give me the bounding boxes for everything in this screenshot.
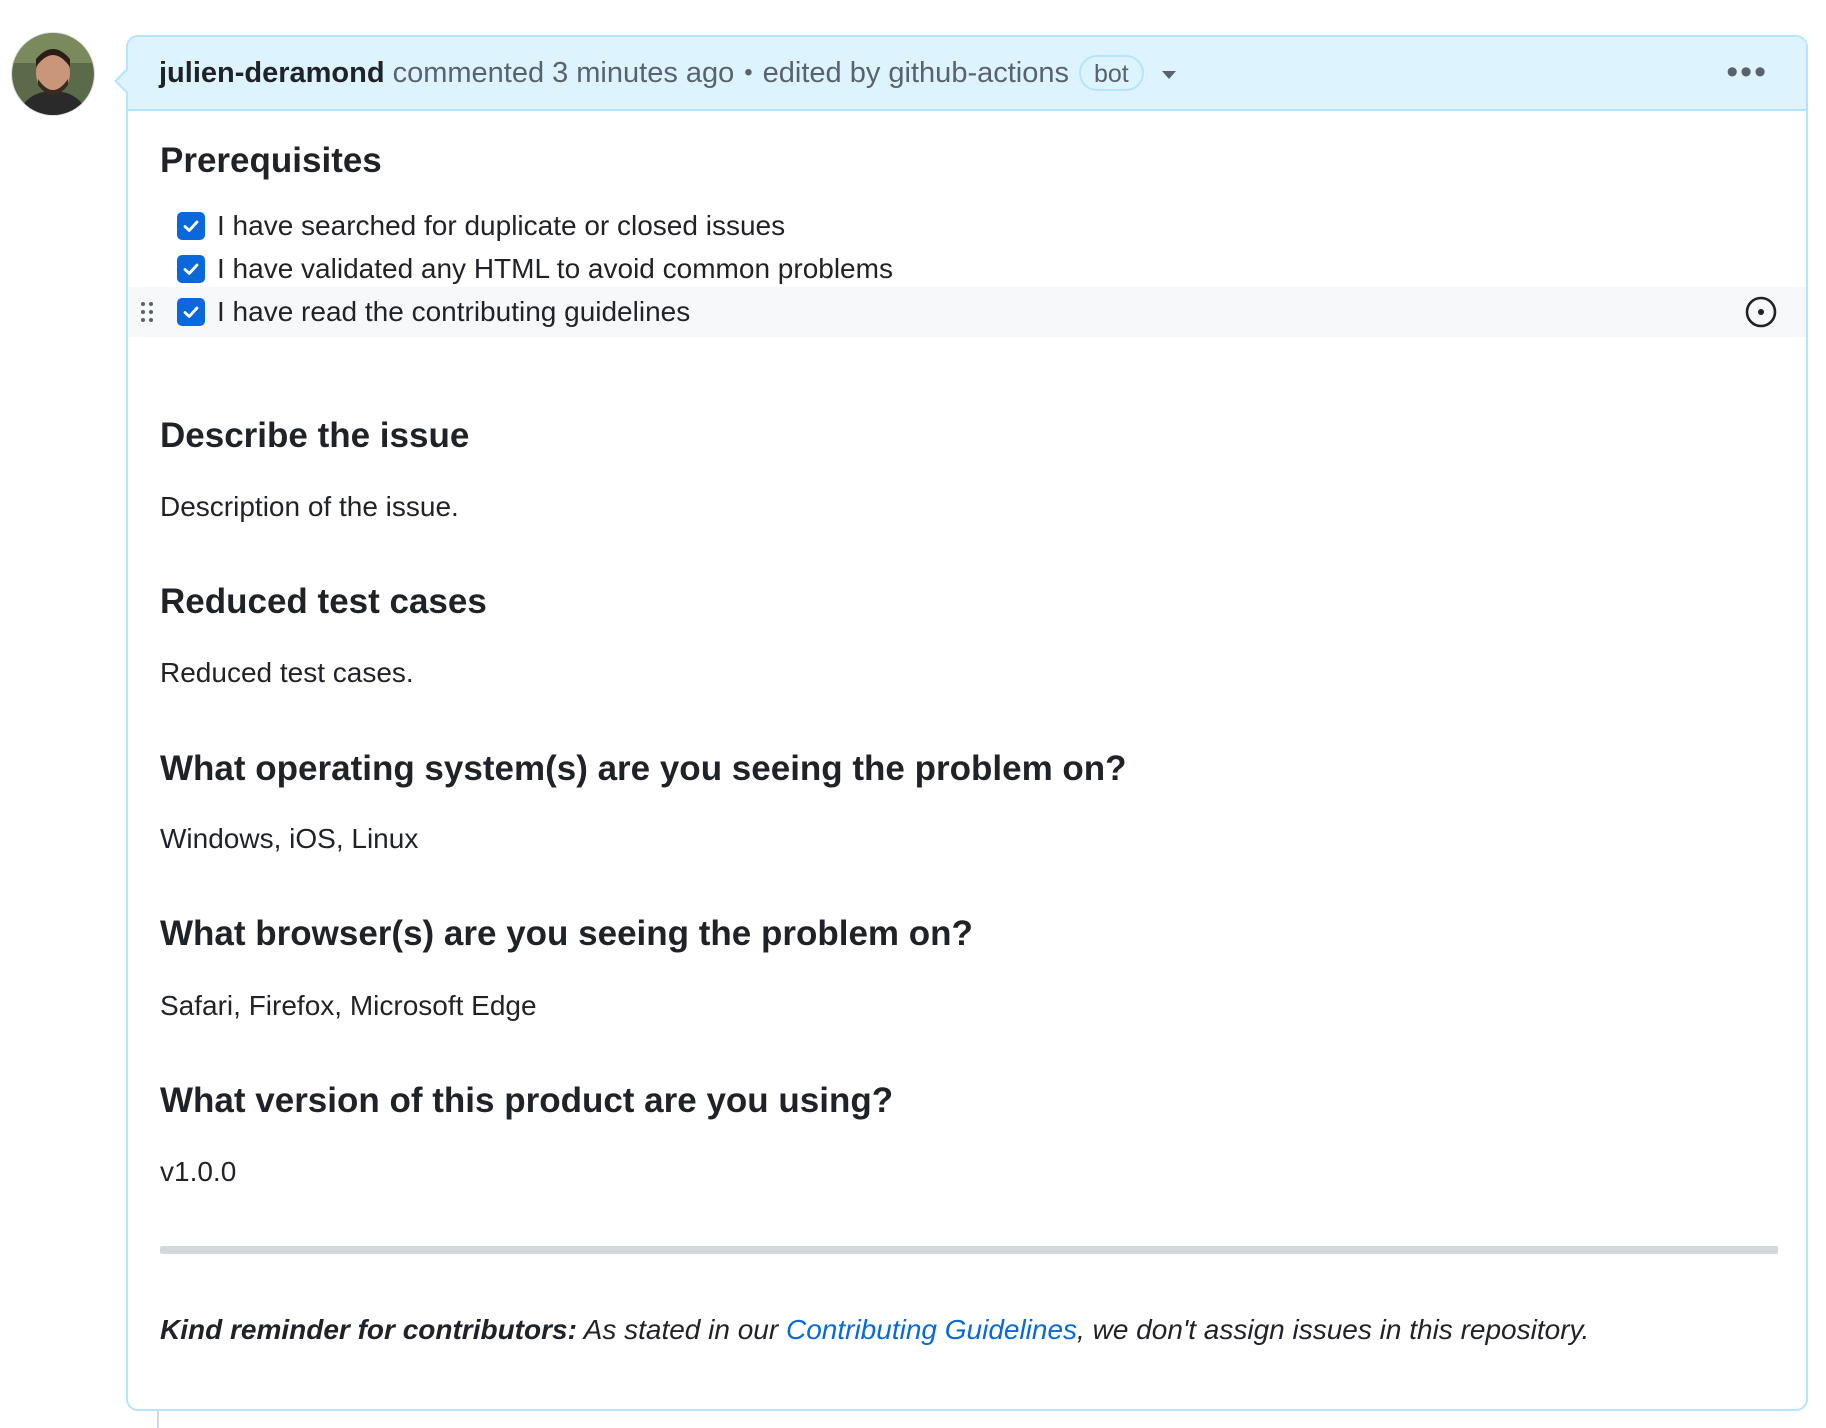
section-heading: Prerequisites <box>160 141 382 180</box>
section-heading: What browser(s) are you seeing the problem on? <box>160 914 973 953</box>
task-checkbox[interactable] <box>177 255 205 283</box>
author-link[interactable]: julien-deramond <box>159 56 385 89</box>
section-heading: What version of this product are you using? <box>160 1081 894 1120</box>
horizontal-rule <box>160 1246 1778 1254</box>
separator-dot: • <box>744 59 753 86</box>
reminder-text-after: , we don't assign issues in this repository. <box>1077 1314 1590 1345</box>
task-item <box>128 287 1806 337</box>
section-heading: Reduced test cases <box>160 582 487 621</box>
task-label: I have searched for duplicate or closed issues <box>217 210 786 241</box>
issue-opened-icon[interactable] <box>1744 295 1778 329</box>
kebab-horizontal-icon[interactable]: ••• <box>1726 53 1768 91</box>
task-checkbox[interactable] <box>177 212 205 240</box>
task-label: I have validated any HTML to avoid common problems <box>217 253 893 284</box>
edited-by-label[interactable]: edited by github-actions <box>762 56 1069 89</box>
contributing-guidelines-link[interactable]: Contributing Guidelines <box>785 1314 1078 1345</box>
section-heading: What operating system(s) are you seeing the problem on? <box>160 749 1127 788</box>
task-label: I have read the contributing guidelines <box>217 296 691 327</box>
section-value: Reduced test cases. <box>160 657 414 688</box>
triangle-down-icon[interactable] <box>1162 71 1176 79</box>
comment-action: commented <box>392 56 545 89</box>
comment-box <box>126 35 1808 1411</box>
comment-header <box>128 37 1806 111</box>
check-icon <box>181 216 201 236</box>
section-value: Windows, iOS, Linux <box>160 823 419 854</box>
comment-time[interactable]: 3 minutes ago <box>552 56 735 89</box>
check-icon <box>181 302 201 322</box>
section-value: Description of the issue. <box>160 491 459 522</box>
grabber-icon[interactable] <box>140 300 154 324</box>
bot-badge: bot <box>1079 55 1144 91</box>
reminder-text-before: As stated in our <box>576 1314 786 1345</box>
reminder-lead: Kind reminder for contributors: <box>160 1314 577 1345</box>
task-checkbox[interactable] <box>177 298 205 326</box>
section-value: v1.0.0 <box>160 1156 237 1187</box>
avatar[interactable] <box>12 33 94 115</box>
section-heading: Describe the issue <box>160 416 470 455</box>
check-icon <box>181 259 201 279</box>
section-value: Safari, Firefox, Microsoft Edge <box>160 990 537 1021</box>
contributor-reminder <box>160 1314 1589 1346</box>
